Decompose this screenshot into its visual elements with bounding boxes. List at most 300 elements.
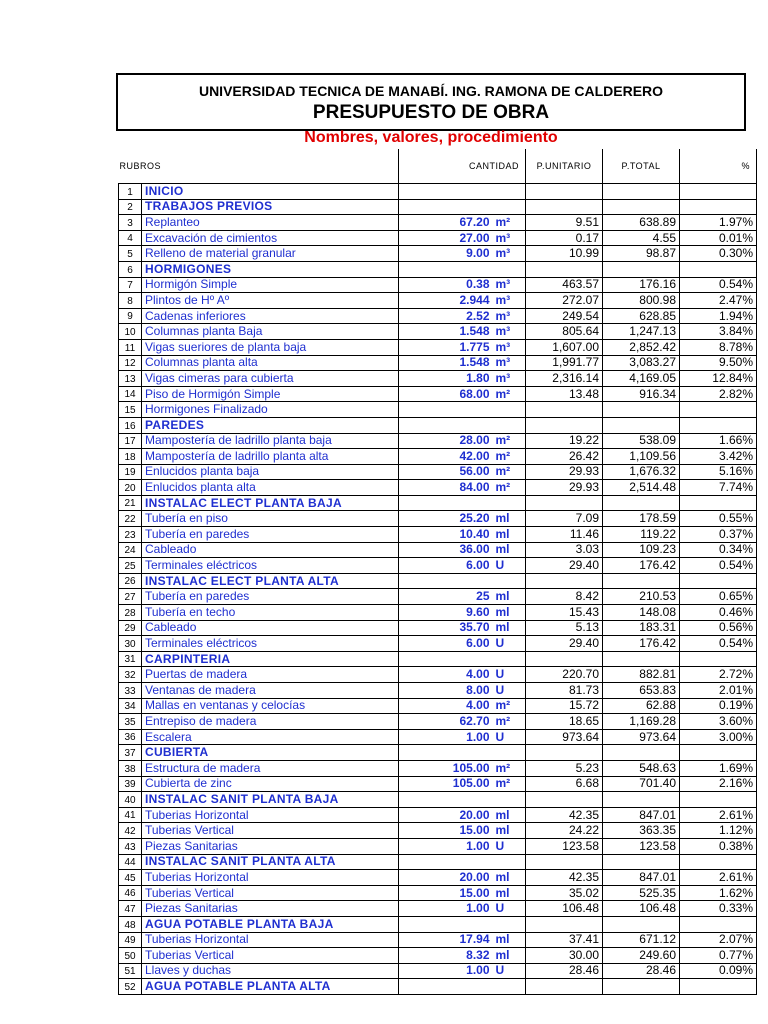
total-price: 210.53 bbox=[603, 589, 680, 605]
quantity: 62.70 bbox=[399, 714, 492, 730]
unit-price: 8.42 bbox=[526, 589, 603, 605]
total-price bbox=[603, 745, 680, 761]
unit-price: 42.35 bbox=[526, 870, 603, 886]
unit-price: 10.99 bbox=[526, 246, 603, 262]
unit: U bbox=[492, 667, 526, 683]
percentage: 1.66% bbox=[680, 433, 757, 449]
total-price bbox=[603, 402, 680, 418]
row-number: 9 bbox=[119, 308, 142, 324]
unit: U bbox=[492, 729, 526, 745]
row-number: 24 bbox=[119, 542, 142, 558]
unit-price bbox=[526, 184, 603, 200]
item-name: INSTALAC SANIT PLANTA ALTA bbox=[142, 854, 399, 870]
unit: m² bbox=[492, 776, 526, 792]
quantity: 2.52 bbox=[399, 308, 492, 324]
item-name: INSTALAC SANIT PLANTA BAJA bbox=[142, 792, 399, 808]
unit: m³ bbox=[492, 277, 526, 293]
item-name: Tuberias Horizontal bbox=[142, 807, 399, 823]
percentage: 2.01% bbox=[680, 683, 757, 699]
table-row bbox=[119, 433, 757, 449]
unit-price: 37.41 bbox=[526, 932, 603, 948]
quantity bbox=[399, 261, 492, 277]
unit-price: 123.58 bbox=[526, 838, 603, 854]
item-name: Escalera bbox=[142, 729, 399, 745]
percentage: 1.12% bbox=[680, 823, 757, 839]
table-row bbox=[119, 807, 757, 823]
unit-price: 272.07 bbox=[526, 293, 603, 309]
unit: ml bbox=[492, 823, 526, 839]
unit: m² bbox=[492, 760, 526, 776]
table-row bbox=[119, 277, 757, 293]
unit-price: 973.64 bbox=[526, 729, 603, 745]
total-price bbox=[603, 854, 680, 870]
unit: m² bbox=[492, 449, 526, 465]
percentage: 9.50% bbox=[680, 355, 757, 371]
quantity: 56.00 bbox=[399, 464, 492, 480]
item-name: Replanteo bbox=[142, 215, 399, 231]
page-title: PRESUPUESTO DE OBRA bbox=[312, 102, 550, 123]
unit bbox=[492, 916, 526, 932]
total-price bbox=[603, 651, 680, 667]
quantity bbox=[399, 495, 492, 511]
unit-price: 249.54 bbox=[526, 308, 603, 324]
table-row bbox=[119, 464, 757, 480]
item-name: Enlucidos planta alta bbox=[142, 480, 399, 496]
table-row bbox=[119, 527, 757, 543]
row-number: 52 bbox=[119, 979, 142, 995]
quantity: 42.00 bbox=[399, 449, 492, 465]
total-price: 123.58 bbox=[603, 838, 680, 854]
percentage: 0.30% bbox=[680, 246, 757, 262]
item-name: Tuberias Vertical bbox=[142, 948, 399, 964]
unit-price: 15.72 bbox=[526, 698, 603, 714]
unit: m² bbox=[492, 698, 526, 714]
unit: ml bbox=[492, 542, 526, 558]
unit-price: 24.22 bbox=[526, 823, 603, 839]
total-price: 671.12 bbox=[603, 932, 680, 948]
unit-price: 18.65 bbox=[526, 714, 603, 730]
unit-price: 81.73 bbox=[526, 683, 603, 699]
total-price bbox=[603, 573, 680, 589]
section-row bbox=[119, 854, 757, 870]
percentage: 5.16% bbox=[680, 464, 757, 480]
quantity: 8.32 bbox=[399, 948, 492, 964]
quantity: 1.00 bbox=[399, 963, 492, 979]
section-row bbox=[119, 916, 757, 932]
row-number: 37 bbox=[119, 745, 142, 761]
quantity: 1.00 bbox=[399, 838, 492, 854]
unit: U bbox=[492, 901, 526, 917]
unit: m² bbox=[492, 386, 526, 402]
percentage: 7.74% bbox=[680, 480, 757, 496]
total-price: 548.63 bbox=[603, 760, 680, 776]
percentage: 0.34% bbox=[680, 542, 757, 558]
item-name: Hormigón Simple bbox=[142, 277, 399, 293]
item-name: Plintos de Hº Aº bbox=[142, 293, 399, 309]
total-price: 628.85 bbox=[603, 308, 680, 324]
total-price: 119.22 bbox=[603, 527, 680, 543]
unit-price bbox=[526, 979, 603, 995]
unit: m² bbox=[492, 464, 526, 480]
quantity: 10.40 bbox=[399, 527, 492, 543]
quantity: 6.00 bbox=[399, 636, 492, 652]
row-number: 25 bbox=[119, 558, 142, 574]
total-price: 2,514.48 bbox=[603, 480, 680, 496]
item-name: Tuberias Vertical bbox=[142, 823, 399, 839]
unit-price: 6.68 bbox=[526, 776, 603, 792]
item-name: INSTALAC ELECT PLANTA BAJA bbox=[142, 495, 399, 511]
item-name: Piezas Sanitarias bbox=[142, 838, 399, 854]
percentage bbox=[680, 745, 757, 761]
item-name: Puertas de madera bbox=[142, 667, 399, 683]
unit-price bbox=[526, 854, 603, 870]
col-total: P.TOTAL bbox=[603, 149, 680, 184]
unit-price: 42.35 bbox=[526, 807, 603, 823]
item-name: Mampostería de ladrillo planta alta bbox=[142, 449, 399, 465]
unit-price: 805.64 bbox=[526, 324, 603, 340]
quantity: 20.00 bbox=[399, 870, 492, 886]
quantity: 35.70 bbox=[399, 620, 492, 636]
percentage: 0.77% bbox=[680, 948, 757, 964]
percentage bbox=[680, 916, 757, 932]
row-number: 8 bbox=[119, 293, 142, 309]
quantity bbox=[399, 199, 492, 215]
percentage: 2.61% bbox=[680, 807, 757, 823]
row-number: 6 bbox=[119, 261, 142, 277]
table-row bbox=[119, 932, 757, 948]
item-name: Tubería en piso bbox=[142, 511, 399, 527]
row-number: 13 bbox=[119, 371, 142, 387]
item-name: Cubierta de zinc bbox=[142, 776, 399, 792]
row-number: 43 bbox=[119, 838, 142, 854]
percentage: 1.94% bbox=[680, 308, 757, 324]
row-number: 51 bbox=[119, 963, 142, 979]
percentage: 0.38% bbox=[680, 838, 757, 854]
unit bbox=[492, 745, 526, 761]
row-number: 36 bbox=[119, 729, 142, 745]
quantity: 84.00 bbox=[399, 480, 492, 496]
unit-price: 29.40 bbox=[526, 558, 603, 574]
item-name: Relleno de material granular bbox=[142, 246, 399, 262]
unit: ml bbox=[492, 932, 526, 948]
percentage: 3.84% bbox=[680, 324, 757, 340]
quantity: 1.775 bbox=[399, 339, 492, 355]
table-row bbox=[119, 449, 757, 465]
unit: m³ bbox=[492, 324, 526, 340]
item-name: TRABAJOS PREVIOS bbox=[142, 199, 399, 215]
percentage: 0.54% bbox=[680, 558, 757, 574]
total-price: 1,109.56 bbox=[603, 449, 680, 465]
item-name: Mampostería de ladrillo planta baja bbox=[142, 433, 399, 449]
quantity: 68.00 bbox=[399, 386, 492, 402]
unit: ml bbox=[492, 870, 526, 886]
header-box bbox=[116, 73, 746, 131]
unit-price: 28.46 bbox=[526, 963, 603, 979]
unit bbox=[492, 495, 526, 511]
unit: U bbox=[492, 558, 526, 574]
percentage: 2.61% bbox=[680, 870, 757, 886]
table-row bbox=[119, 776, 757, 792]
percentage bbox=[680, 651, 757, 667]
unit: ml bbox=[492, 527, 526, 543]
unit bbox=[492, 402, 526, 418]
percentage: 0.54% bbox=[680, 636, 757, 652]
percentage bbox=[680, 854, 757, 870]
budget-table bbox=[118, 149, 757, 995]
unit: U bbox=[492, 963, 526, 979]
item-name: Columnas planta alta bbox=[142, 355, 399, 371]
item-name: Terminales eléctricos bbox=[142, 636, 399, 652]
unit-price: 220.70 bbox=[526, 667, 603, 683]
total-price: 2,852.42 bbox=[603, 339, 680, 355]
table-row bbox=[119, 870, 757, 886]
item-name: Llaves y duchas bbox=[142, 963, 399, 979]
col-unitario: P.UNITARIO bbox=[526, 149, 603, 184]
section-row bbox=[119, 745, 757, 761]
unit: m³ bbox=[492, 308, 526, 324]
row-number: 14 bbox=[119, 386, 142, 402]
unit-price bbox=[526, 417, 603, 433]
row-number: 12 bbox=[119, 355, 142, 371]
unit-price: 5.13 bbox=[526, 620, 603, 636]
unit: m³ bbox=[492, 293, 526, 309]
percentage: 0.55% bbox=[680, 511, 757, 527]
row-number: 7 bbox=[119, 277, 142, 293]
row-number: 18 bbox=[119, 449, 142, 465]
quantity: 0.38 bbox=[399, 277, 492, 293]
item-name: Tubería en paredes bbox=[142, 527, 399, 543]
percentage: 3.00% bbox=[680, 729, 757, 745]
row-number: 35 bbox=[119, 714, 142, 730]
quantity: 2.944 bbox=[399, 293, 492, 309]
item-name: Cadenas inferiores bbox=[142, 308, 399, 324]
item-name: Hormigones Finalizado bbox=[142, 402, 399, 418]
unit: U bbox=[492, 838, 526, 854]
unit-price bbox=[526, 916, 603, 932]
item-name: Tuberias Horizontal bbox=[142, 870, 399, 886]
unit bbox=[492, 417, 526, 433]
row-number: 20 bbox=[119, 480, 142, 496]
item-name: Entrepiso de madera bbox=[142, 714, 399, 730]
unit-price: 9.51 bbox=[526, 215, 603, 231]
quantity bbox=[399, 402, 492, 418]
row-number: 4 bbox=[119, 230, 142, 246]
section-row bbox=[119, 792, 757, 808]
item-name: Piezas Sanitarias bbox=[142, 901, 399, 917]
item-name: Vigas cimeras para cubierta bbox=[142, 371, 399, 387]
row-number: 2 bbox=[119, 199, 142, 215]
item-name: Vigas sueriores de planta baja bbox=[142, 339, 399, 355]
table-row bbox=[119, 230, 757, 246]
table-row bbox=[119, 542, 757, 558]
unit-price: 30.00 bbox=[526, 948, 603, 964]
unit-price bbox=[526, 495, 603, 511]
table-row bbox=[119, 215, 757, 231]
item-name: Tuberias Horizontal bbox=[142, 932, 399, 948]
row-number: 16 bbox=[119, 417, 142, 433]
unit-price: 2,316.14 bbox=[526, 371, 603, 387]
table-row bbox=[119, 729, 757, 745]
percentage bbox=[680, 495, 757, 511]
section-row bbox=[119, 261, 757, 277]
total-price: 176.16 bbox=[603, 277, 680, 293]
item-name: Estructura de madera bbox=[142, 760, 399, 776]
unit-price: 35.02 bbox=[526, 885, 603, 901]
unit-price: 29.93 bbox=[526, 480, 603, 496]
row-number: 21 bbox=[119, 495, 142, 511]
unit-price: 15.43 bbox=[526, 605, 603, 621]
item-name: AGUA POTABLE PLANTA BAJA bbox=[142, 916, 399, 932]
unit bbox=[492, 261, 526, 277]
table-row bbox=[119, 901, 757, 917]
unit: m² bbox=[492, 480, 526, 496]
percentage: 0.33% bbox=[680, 901, 757, 917]
total-price: 106.48 bbox=[603, 901, 680, 917]
quantity: 1.00 bbox=[399, 729, 492, 745]
total-price bbox=[603, 261, 680, 277]
quantity: 1.80 bbox=[399, 371, 492, 387]
unit: ml bbox=[492, 620, 526, 636]
quantity: 28.00 bbox=[399, 433, 492, 449]
percentage bbox=[680, 402, 757, 418]
total-price: 176.42 bbox=[603, 636, 680, 652]
section-row bbox=[119, 199, 757, 215]
percentage: 1.69% bbox=[680, 760, 757, 776]
unit-price: 29.40 bbox=[526, 636, 603, 652]
table-row bbox=[119, 371, 757, 387]
total-price: 249.60 bbox=[603, 948, 680, 964]
item-name: Tubería en paredes bbox=[142, 589, 399, 605]
percentage bbox=[680, 261, 757, 277]
total-price: 525.35 bbox=[603, 885, 680, 901]
quantity: 105.00 bbox=[399, 760, 492, 776]
table-row bbox=[119, 589, 757, 605]
row-number: 48 bbox=[119, 916, 142, 932]
quantity: 67.20 bbox=[399, 215, 492, 231]
quantity: 36.00 bbox=[399, 542, 492, 558]
item-name: PAREDES bbox=[142, 417, 399, 433]
table-row bbox=[119, 355, 757, 371]
total-price bbox=[603, 979, 680, 995]
total-price: 538.09 bbox=[603, 433, 680, 449]
table-row bbox=[119, 324, 757, 340]
unit: m³ bbox=[492, 246, 526, 262]
row-number: 38 bbox=[119, 760, 142, 776]
total-price: 178.59 bbox=[603, 511, 680, 527]
table-row bbox=[119, 714, 757, 730]
row-number: 46 bbox=[119, 885, 142, 901]
row-number: 10 bbox=[119, 324, 142, 340]
table-row bbox=[119, 386, 757, 402]
table-row bbox=[119, 760, 757, 776]
quantity: 8.00 bbox=[399, 683, 492, 699]
unit-price: 11.46 bbox=[526, 527, 603, 543]
percentage: 12.84% bbox=[680, 371, 757, 387]
unit-price: 1,607.00 bbox=[526, 339, 603, 355]
row-number: 3 bbox=[119, 215, 142, 231]
percentage bbox=[680, 979, 757, 995]
row-number: 32 bbox=[119, 667, 142, 683]
unit-price bbox=[526, 402, 603, 418]
quantity: 20.00 bbox=[399, 807, 492, 823]
total-price: 916.34 bbox=[603, 386, 680, 402]
total-price: 973.64 bbox=[603, 729, 680, 745]
quantity: 4.00 bbox=[399, 698, 492, 714]
table-row bbox=[119, 667, 757, 683]
quantity bbox=[399, 417, 492, 433]
total-price bbox=[603, 495, 680, 511]
quantity bbox=[399, 651, 492, 667]
unit-price bbox=[526, 261, 603, 277]
percentage: 2.47% bbox=[680, 293, 757, 309]
unit: m³ bbox=[492, 371, 526, 387]
quantity bbox=[399, 792, 492, 808]
quantity bbox=[399, 979, 492, 995]
unit: ml bbox=[492, 885, 526, 901]
unit bbox=[492, 792, 526, 808]
table-row bbox=[119, 308, 757, 324]
total-price bbox=[603, 792, 680, 808]
col-cantidad: CANTIDAD bbox=[399, 149, 526, 184]
total-price: 183.31 bbox=[603, 620, 680, 636]
section-row bbox=[119, 495, 757, 511]
percentage bbox=[680, 184, 757, 200]
item-name: INICIO bbox=[142, 184, 399, 200]
row-number: 45 bbox=[119, 870, 142, 886]
unit-price: 5.23 bbox=[526, 760, 603, 776]
total-price: 62.88 bbox=[603, 698, 680, 714]
item-name: AGUA POTABLE PLANTA ALTA bbox=[142, 979, 399, 995]
row-number: 22 bbox=[119, 511, 142, 527]
section-row bbox=[119, 184, 757, 200]
row-number: 44 bbox=[119, 854, 142, 870]
unit: U bbox=[492, 683, 526, 699]
unit: ml bbox=[492, 605, 526, 621]
unit: ml bbox=[492, 807, 526, 823]
unit: U bbox=[492, 636, 526, 652]
total-price: 363.35 bbox=[603, 823, 680, 839]
unit: m² bbox=[492, 215, 526, 231]
table-row bbox=[119, 838, 757, 854]
total-price: 1,169.28 bbox=[603, 714, 680, 730]
item-name: Cableado bbox=[142, 620, 399, 636]
row-number: 33 bbox=[119, 683, 142, 699]
table-row bbox=[119, 246, 757, 262]
table-row bbox=[119, 293, 757, 309]
unit: m³ bbox=[492, 339, 526, 355]
unit: m³ bbox=[492, 355, 526, 371]
table-row bbox=[119, 636, 757, 652]
quantity: 17.94 bbox=[399, 932, 492, 948]
percentage: 2.82% bbox=[680, 386, 757, 402]
total-price bbox=[603, 417, 680, 433]
quantity: 9.60 bbox=[399, 605, 492, 621]
table-row bbox=[119, 480, 757, 496]
total-price: 1,676.32 bbox=[603, 464, 680, 480]
unit-price: 0.17 bbox=[526, 230, 603, 246]
row-number: 39 bbox=[119, 776, 142, 792]
unit-price bbox=[526, 651, 603, 667]
quantity: 25 bbox=[399, 589, 492, 605]
quantity: 25.20 bbox=[399, 511, 492, 527]
unit-price: 1,991.77 bbox=[526, 355, 603, 371]
row-number: 15 bbox=[119, 402, 142, 418]
percentage: 0.56% bbox=[680, 620, 757, 636]
row-number: 42 bbox=[119, 823, 142, 839]
unit: m³ bbox=[492, 230, 526, 246]
item-name: Piso de Hormigón Simple bbox=[142, 386, 399, 402]
unit: ml bbox=[492, 948, 526, 964]
